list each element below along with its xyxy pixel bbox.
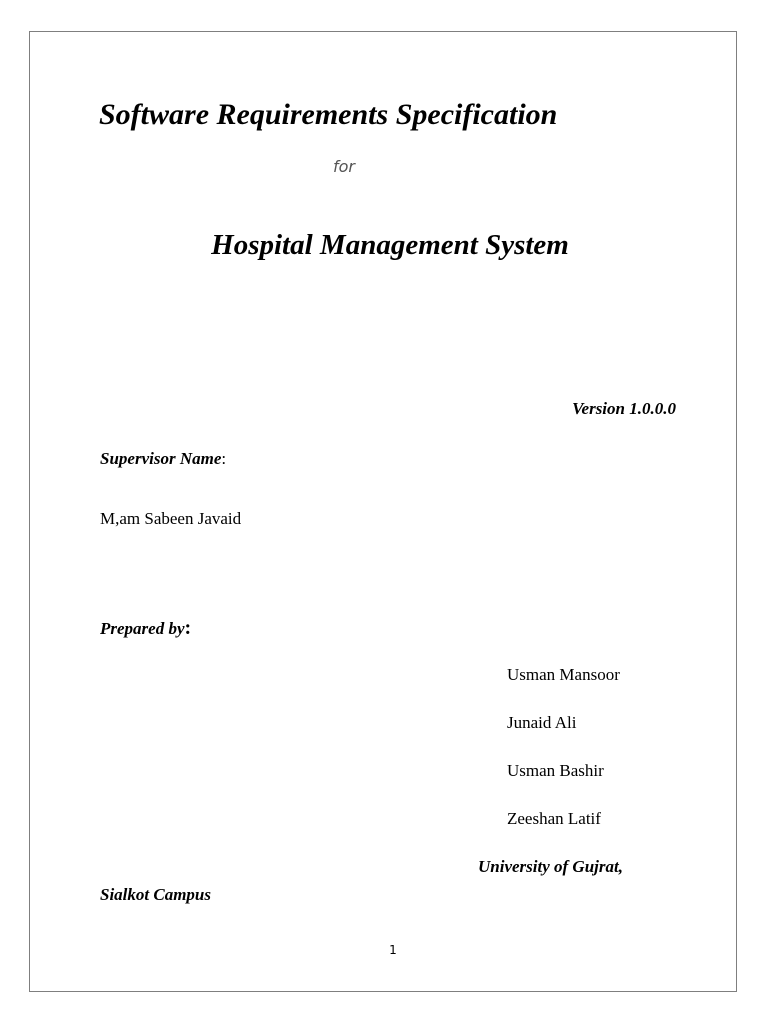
team-member: Usman Bashir xyxy=(507,761,604,780)
project-name: Hospital Management System xyxy=(211,229,569,261)
document-title: Software Requirements Specification xyxy=(99,98,558,131)
team-member: Zeeshan Latif xyxy=(507,809,601,828)
supervisor-colon: : xyxy=(221,449,227,468)
team-member: Junaid Ali xyxy=(507,713,577,732)
supervisor-name: M,am Sabeen Javaid xyxy=(100,509,242,528)
for-label: for xyxy=(333,157,355,176)
university-name: University of Gujrat, xyxy=(478,857,623,876)
prepared-by-label: Prepared by xyxy=(100,619,185,638)
prepared-by-colon: : xyxy=(184,617,192,639)
campus-name: Sialkot Campus xyxy=(100,885,212,904)
prepared-by-heading xyxy=(100,617,191,640)
supervisor-label: Supervisor Name xyxy=(100,449,222,468)
version-label: Version 1.0.0.0 xyxy=(572,399,676,418)
team-member: Usman Mansoor xyxy=(507,665,620,684)
page-number: 1 xyxy=(389,943,397,957)
supervisor-heading xyxy=(100,449,226,469)
